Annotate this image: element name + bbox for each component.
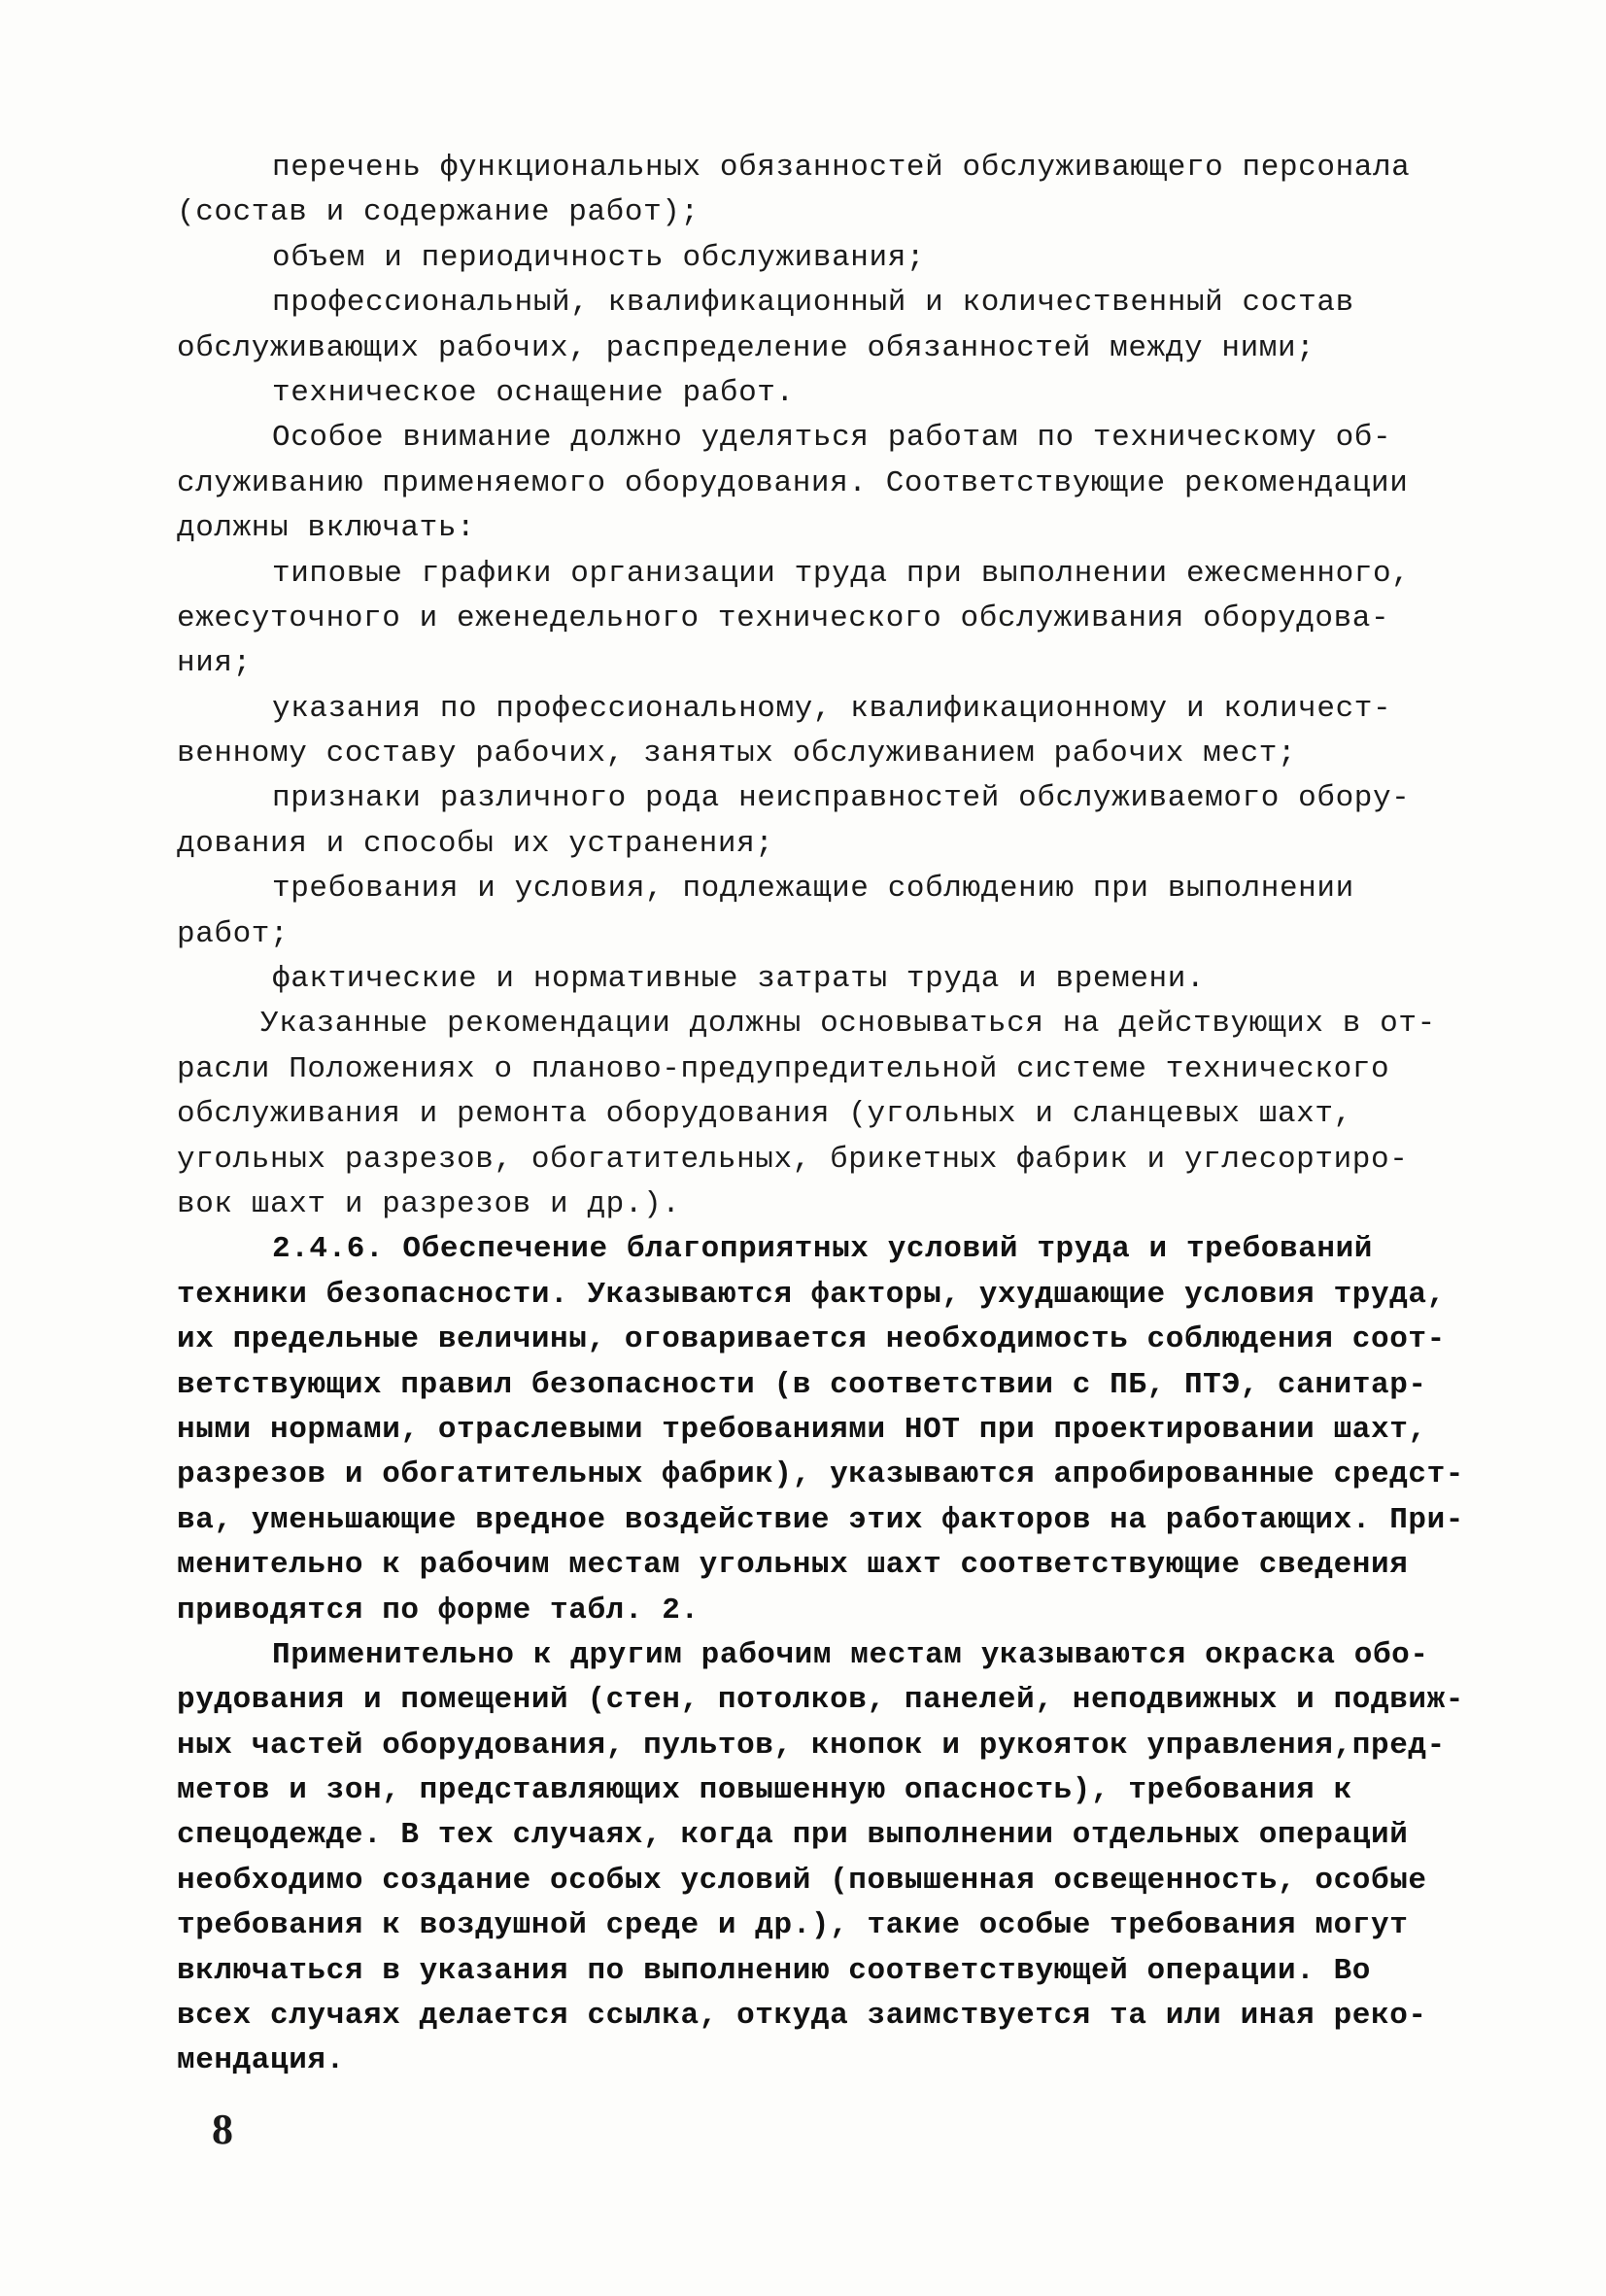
text-line: служиванию применяемого оборудования. Соответствующие рекомендации [177, 465, 1409, 500]
text-line: техническое оснащение работ. [272, 375, 795, 410]
text-line: ежесуточного и еженедельного технического обслуживания оборудова- [177, 600, 1390, 635]
text-line: должны включать: [177, 511, 476, 546]
text-line: ными нормами, отраслевыми требованиями НОТ при проектировании шахт, [177, 1412, 1427, 1447]
text-line: работ; [177, 916, 290, 951]
body-text [177, 146, 1465, 2084]
text-line: 2.4.6. Обеспечение благоприятных условий труда и требований [272, 1232, 1373, 1267]
text-line: требования и условия, подлежащие соблюдению при выполнении [272, 872, 1354, 907]
text-line: включаться в указания по выполнению соответствующей операции. Во [177, 1953, 1371, 1988]
text-line: ния; [177, 646, 252, 681]
text-line: расли Положениях о планово-предупредительной системе технического [177, 1051, 1390, 1086]
text-line: обслуживания и ремонта оборудования (угольных и сланцевых шахт, [177, 1097, 1352, 1132]
text-line: Указанные рекомендации должны основываться на действующих в от- [260, 1007, 1436, 1042]
text-line: обслуживающих рабочих, распределение обязанностей между ними; [177, 330, 1316, 365]
text-line: фактические и нормативные затраты труда и времени. [272, 962, 1206, 997]
text-line: дования и способы их устранения; [177, 826, 774, 861]
text-line: перечень функциональных обязанностей обслуживающего персонала [272, 151, 1411, 185]
text-line: мендация. [177, 2043, 345, 2078]
text-line: Применительно к другим рабочим местам указываются окраска обо- [272, 1637, 1429, 1672]
text-line: ных частей оборудования, пультов, кнопок и рукояток управления,пред- [177, 1728, 1446, 1763]
text-line: спецодежде. В тех случаях, когда при выполнении отдельных операций [177, 1818, 1409, 1853]
text-line: рудования и помещений (стен, потолков, панелей, неподвижных и подвиж- [177, 1683, 1465, 1718]
text-line: типовые графики организации труда при выполнении ежесменного, [272, 556, 1411, 591]
text-line: менительно к рабочим местам угольных шахт соответствующие сведения [177, 1548, 1409, 1583]
text-line: угольных разрезов, обогатительных, брикетных фабрик и углесортиро- [177, 1142, 1409, 1177]
text-line: ва, уменьшающие вредное воздействие этих факторов на работающих. При- [177, 1502, 1465, 1537]
text-line: венному составу рабочих, занятых обслуживанием рабочих мест; [177, 737, 1297, 771]
text-line: метов и зон, представляющих повышенную опасность), требования к [177, 1773, 1352, 1808]
text-line: разрезов и обогатительных фабрик), указываются апробированные средст- [177, 1457, 1465, 1492]
text-line: (состав и содержание работ); [177, 195, 700, 230]
text-line: вок шахт и разрезов и др.). [177, 1186, 681, 1221]
text-line: объем и периодичность обслуживания; [272, 240, 926, 275]
page-number: 8 [212, 2106, 233, 2153]
text-line: Особое внимание должно уделяться работам по техническому об- [272, 421, 1392, 456]
text-line: всех случаях делается ссылка, откуда заимствуется та или иная реко- [177, 1999, 1427, 2034]
text-line: профессиональный, квалификационный и количественный состав [272, 286, 1354, 321]
text-line: необходимо создание особых условий (повышенная освещенность, особые [177, 1863, 1427, 1898]
text-line: признаки различного рода неисправностей обслуживаемого обору- [272, 781, 1411, 816]
text-line: техники безопасности. Указываются факторы, ухудшающие условия труда, [177, 1277, 1446, 1312]
text-line: требования к воздушной среде и др.), такие особые требования могут [177, 1908, 1409, 1943]
text-line: ветствующих правил безопасности (в соответствии с ПБ, ПТЭ, санитар- [177, 1367, 1427, 1402]
text-line: их предельные величины, оговаривается необходимость соблюдения соот- [177, 1322, 1446, 1357]
text-line: приводятся по форме табл. 2. [177, 1593, 700, 1628]
text-line: указания по профессиональному, квалификационному и количест- [272, 691, 1392, 726]
